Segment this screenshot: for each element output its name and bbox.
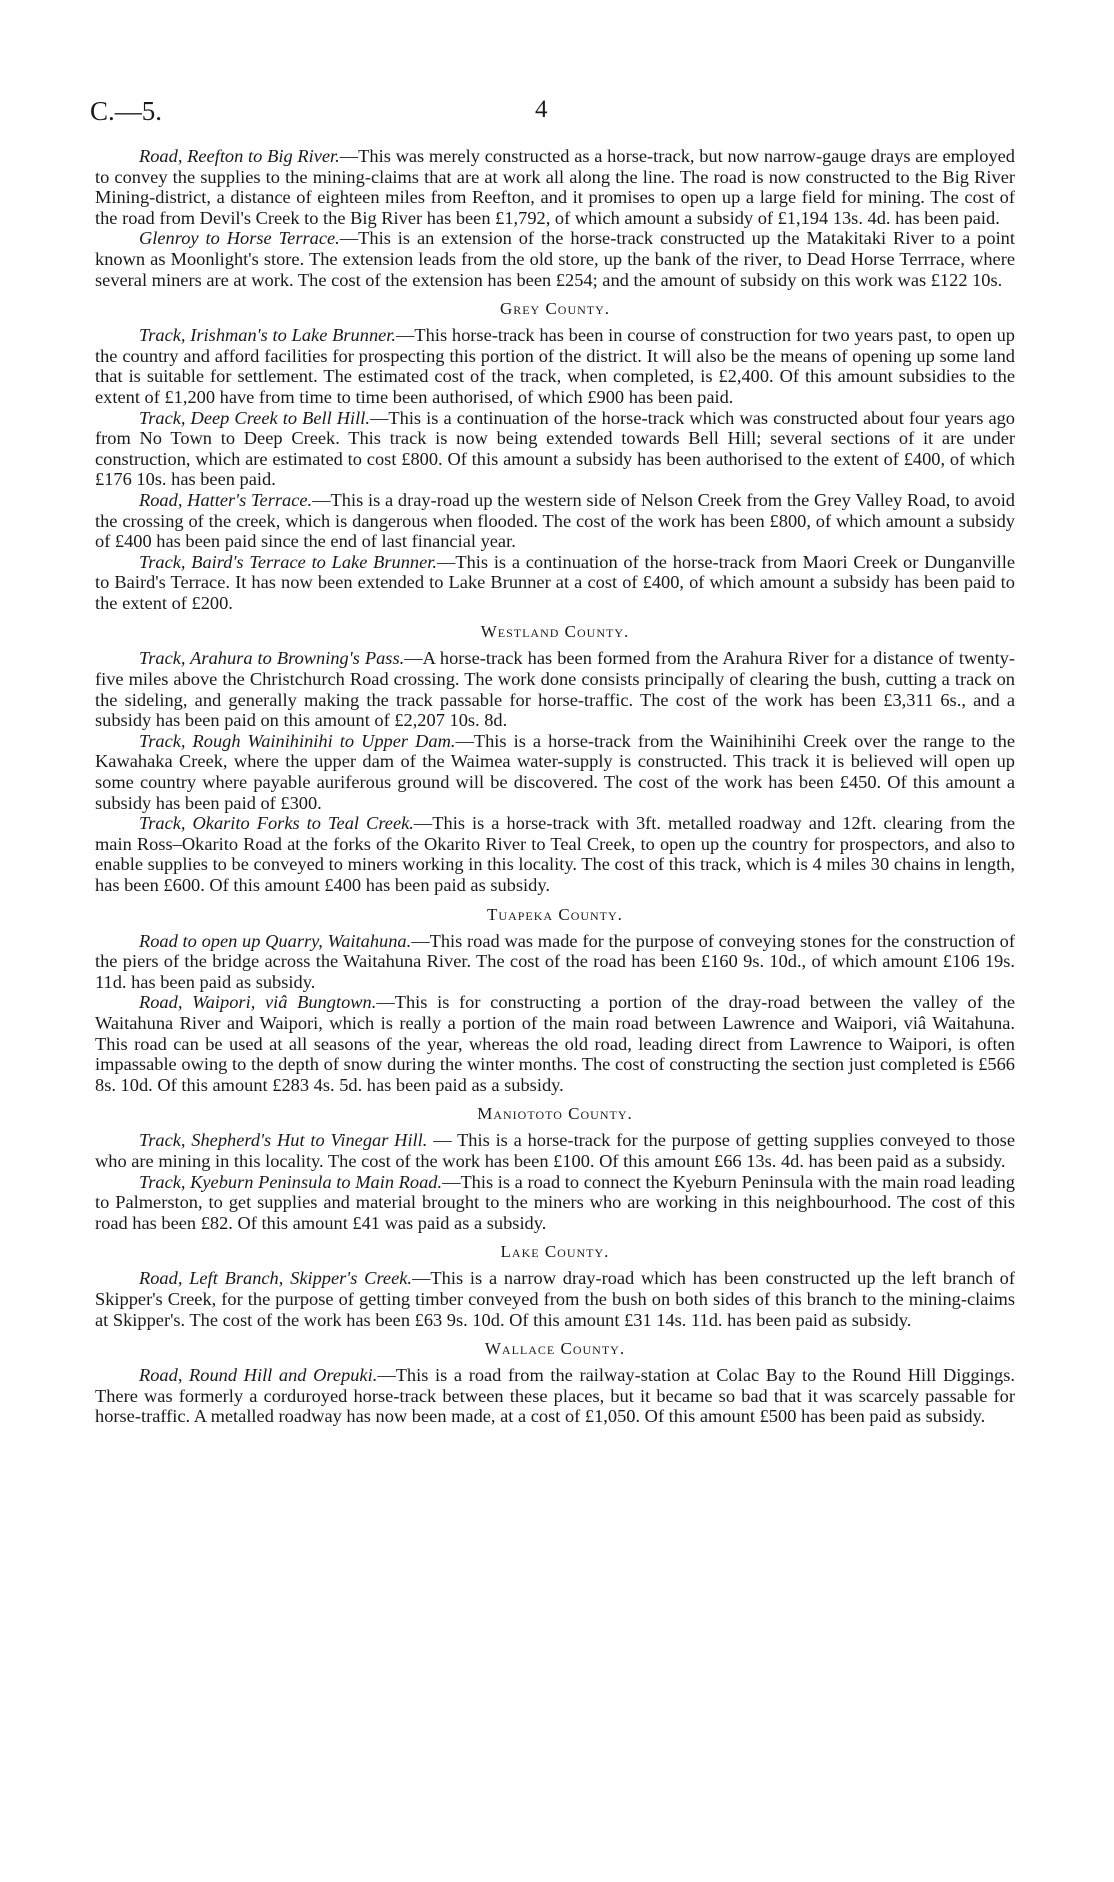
paragraph-text: —This is a narrow dray-road which has been constructed up the left branch of Skipper's Creek, for the purpose of getting timber conveyed from the bush on both sides of this branch to the mining-claims at Skipper's. The cost of the work has been £63 9s. 10d. Of this amount £31 14s. 11d. has been paid as subsidy.	[95, 1268, 1015, 1330]
paragraph-title: Road, Reefton to Big River.	[139, 146, 340, 166]
paragraph-title: Road, Round Hill and Orepuki.	[139, 1365, 378, 1386]
paragraph-title: Track, Rough Wainihinihi to Upper Dam.	[139, 730, 456, 751]
paragraph-title: Glenroy to Horse Terrace.	[139, 228, 340, 249]
page-header	[90, 96, 1010, 136]
county-heading: Wallace County.	[484, 1339, 626, 1359]
paragraph-text: —This is for constructing a portion of the dray-road between the valley of the Waitahuna River and Waipori, which is really a portion of the main road between Lawrence and Waipori, viâ Waitahuna. This road can be used at all seasons of the year, whereas the old road, leading direct from Lawrence to Waipori, is often impassable owing to the depth of snow during the winter months. The cost of constructing the section just completed is £566 8s. 10d. Of this amount £283 4s. 5d. has been paid as a subsidy.	[95, 992, 1015, 1095]
paragraph-text: —This horse-track has been in course of construction for two years past, to open up the country and afford facilities for prospecting this portion of the district. It will also be the means of opening up some land that is suitable for settlement. The estimated cost of the track, when completed, is £2,400. Of this amount subsidies to the extent of £1,200 have from time to time been authorised, of which £900 has been paid.	[95, 325, 1015, 407]
county-heading: Tuapeka County.	[487, 904, 623, 924]
paragraph-text: —This is a continuation of the horse-track from Maori Creek or Dunganville to Baird's Terrace. It has now been extended to Lake Brunner at a cost of £400, of which amount a subsidy has been paid to the extent of £200.	[95, 551, 1016, 613]
paragraph-text: —This was merely constructed as a horse-track, but now narrow-gauge drays are employed to convey the supplies to the mining-claims that are at work all along the line. The road is now constructed to the Big River Mining-district, a distance of eighteen miles from Reefton, and it promises to open up a large field for mining. The cost of the road from Devil's Creek to the Big River has been £1,792, of which amount a subsidy of £1,194 13s. 4d. has been paid.	[95, 146, 1015, 228]
paragraph	[95, 1365, 1015, 1427]
paragraph	[95, 1172, 1015, 1234]
paragraph	[95, 408, 1015, 490]
paragraph-title: Road, Left Branch, Skipper's Creek.	[139, 1268, 413, 1289]
paragraph-text: — This is a horse-track for the purpose of getting supplies conveyed to those who are mining in this locality. The cost of the work has been £100. Of this amount £66 13s. 4d. has been paid as a subsidy.	[95, 1130, 1016, 1171]
paragraph-title: Road to open up Quarry, Waitahuna.	[139, 930, 412, 951]
paragraph	[95, 325, 1015, 407]
paragraph-title: Road, Hatter's Terrace.	[139, 489, 313, 510]
paragraph	[95, 1268, 1015, 1330]
paragraph-text: —This is a continuation of the horse-track which was constructed about four years ago from No Town to Deep Creek. This track is now being extended towards Bell Hill; several sections of it are under construction, which are estimated to cost £800. Of this amount a subsidy has been authorised to the extent of £400, of which £176 10s. has been paid.	[95, 407, 1016, 490]
paragraph-title: Road, Waipori, viâ Bungtown.	[139, 992, 377, 1013]
document-body	[95, 146, 1015, 1427]
paragraph-text: —A horse-track has been formed from the Arahura River for a distance of twenty-five miles above the Christchurch Road crossing. The work done consists principally of clearing the bush, cutting a track on the sideling, and generally making the track passable for horse-traffic. The cost of the work has been £3,311 6s., and a subsidy has been paid on this amount of £2,207 10s. 8d.	[95, 648, 1015, 731]
paragraph-title: Track, Baird's Terrace to Lake Brunner.	[139, 551, 437, 572]
paragraph-text: —This is a horse-track with 3ft. metalled roadway and 12ft. clearing from the main Ross–Okarito Road at the forks of the Okarito River to Teal Creek, to open up the country for prospectors, and also to enable supplies to be conveyed to miners working in this locality. The cost of this track, which is 4 miles 30 chains in length, has been £600. Of this amount £400 has been paid as subsidy.	[95, 813, 1016, 895]
paragraph	[95, 228, 1015, 290]
page-number: 4	[535, 96, 548, 123]
paragraph-text: —This road was made for the purpose of conveying stones for the construction of the piers of the bridge across the Waitahuna River. The cost of the road has been £160 9s. 10d., of which amount £106 19s. 11d. has been paid as subsidy.	[95, 930, 1015, 992]
paragraph-title: Track, Deep Creek to Bell Hill.	[139, 407, 370, 428]
paragraph	[95, 552, 1015, 614]
paragraph-text: —This is an extension of the horse-track constructed up the Matakitaki River to a point known as Moonlight's store. The extension leads from the old store, up the bank of the river, to Dead Horse Terrrace, where several miners are at work. The cost of the extension has been £254; and the amount of subsidy on this work was £122 10s.	[95, 228, 1015, 290]
paragraph-text: —This is a horse-track from the Wainihinihi Creek over the range to the Kawahaka Creek, where the upper dam of the Waimea water-supply is constructed. This track it is believed will open up some country where payable auriferous ground will be discovered. The cost of the work has been £450. Of this amount a subsidy has been paid of £300.	[95, 730, 1015, 813]
paragraph-text: —This is a road from the railway-station at Colac Bay to the Round Hill Diggings. There was formerly a corduroyed horse-track between these places, but it became so bad that it was scarcely passable for horse-traffic. A metalled roadway has now been made, at a cost of £1,050. Of this amount £500 has been paid as subsidy.	[95, 1365, 1016, 1427]
paragraph	[95, 146, 1015, 228]
paragraph-text: —This is a road to connect the Kyeburn Peninsula with the main road leading to Palmerston, to get supplies and material brought to the miners who are working in this neighbourhood. The cost of this road has been £82. Of this amount £41 was paid as a subsidy.	[95, 1171, 1015, 1233]
paragraph-title: Track, Shepherd's Hut to Vinegar Hill.	[139, 1130, 428, 1151]
paragraph-text: —This is a dray-road up the western side of Nelson Creek from the Grey Valley Road, to avoid the crossing of the creek, which is dangerous when flooded. The cost of the work has been £800, of which amount a subsidy of £400 has been paid since the end of last financial year.	[95, 489, 1016, 552]
paragraph-title: Track, Arahura to Browning's Pass.	[139, 648, 405, 669]
paragraph	[95, 992, 1015, 1095]
county-heading: Maniototo County.	[477, 1104, 633, 1124]
county-heading: Westland County.	[480, 622, 630, 642]
paragraph	[95, 813, 1015, 895]
paragraph	[95, 490, 1015, 552]
paragraph	[95, 931, 1015, 993]
paragraph	[95, 1130, 1015, 1171]
paragraph	[95, 731, 1015, 813]
paragraph-title: Track, Okarito Forks to Teal Creek.	[139, 813, 414, 834]
county-heading: Lake County.	[500, 1242, 610, 1262]
paragraph-title: Track, Irishman's to Lake Brunner.	[139, 325, 397, 346]
county-heading: Grey County.	[499, 299, 611, 319]
paragraph-title: Track, Kyeburn Peninsula to Main Road.	[139, 1171, 443, 1192]
document-reference: C.—5.	[90, 96, 163, 126]
paragraph	[95, 648, 1015, 730]
